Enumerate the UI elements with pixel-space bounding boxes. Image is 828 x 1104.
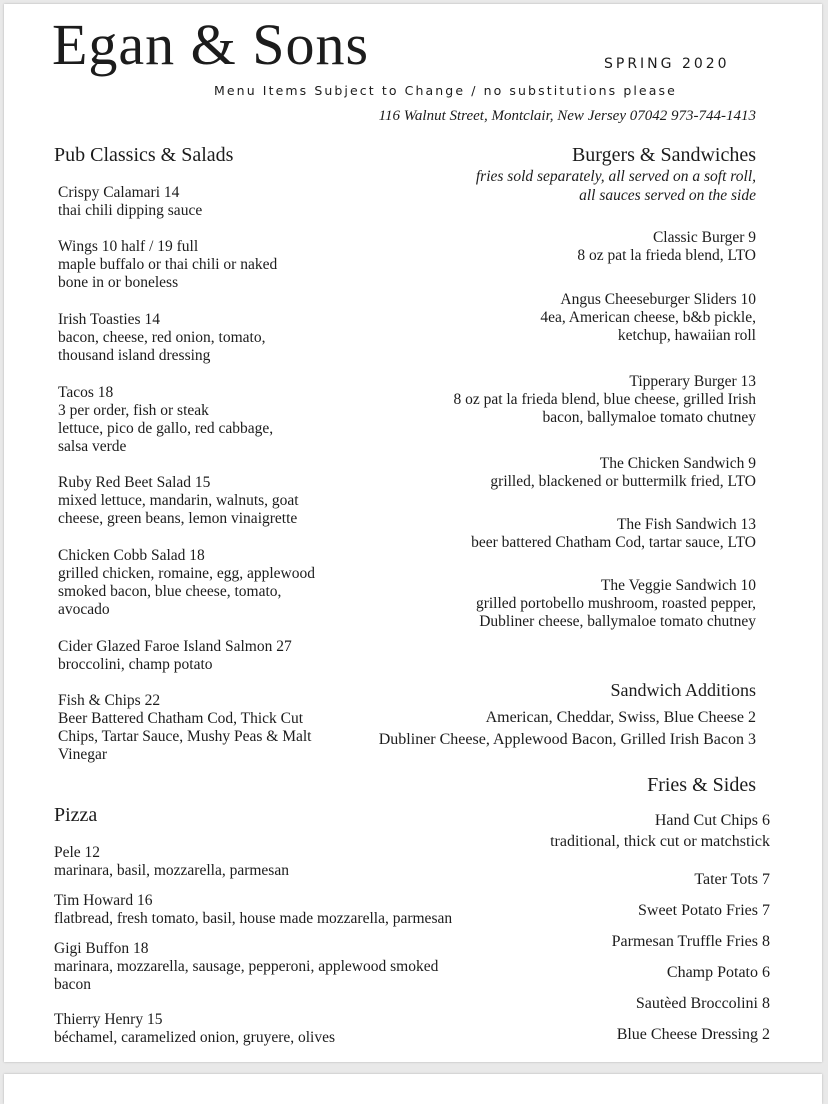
item-name: The Chicken Sandwich 9	[599, 455, 756, 472]
menu-item	[58, 547, 358, 619]
menu-item	[540, 291, 756, 345]
menu-page	[4, 4, 822, 1062]
item-desc: lettuce, pico de gallo, red cabbage,	[58, 420, 274, 437]
menu-item	[58, 184, 358, 220]
item-desc: Vinegar	[58, 746, 107, 763]
item-name: Classic Burger 9	[652, 229, 756, 246]
item-name: Irish Toasties 14	[58, 311, 160, 328]
item-desc: smoked bacon, blue cheese, tomato,	[58, 583, 282, 600]
item-desc: marinara, basil, mozzarella, parmesan	[54, 862, 289, 879]
section-title-pizza: Pizza	[54, 804, 98, 826]
item-desc: Dubliner cheese, ballymaloe tomato chutney	[479, 613, 756, 630]
item-desc: mixed lettuce, mandarin, walnuts, goat	[58, 492, 299, 509]
menu-item	[58, 474, 358, 528]
item-desc: ketchup, hawaiian roll	[617, 327, 756, 344]
next-page-edge	[4, 1074, 822, 1104]
item-desc: bone in or boneless	[58, 274, 179, 291]
item-name: Tacos 18	[58, 384, 114, 401]
item-name: The Veggie Sandwich 10	[600, 577, 756, 594]
item-name: Fish & Chips 22	[58, 692, 161, 709]
item-desc: cheese, green beans, lemon vinaigrette	[58, 510, 298, 527]
menu-item	[58, 238, 358, 292]
menu-item	[550, 810, 770, 852]
restaurant-title: Egan & Sons	[52, 12, 370, 77]
item-desc: broccolini, champ potato	[58, 656, 213, 673]
item-desc: maple buffalo or thai chili or naked	[58, 256, 278, 273]
burgers-note: all sauces served on the side	[579, 187, 756, 204]
menu-item	[453, 373, 756, 427]
item-name: Crispy Calamari 14	[58, 184, 180, 201]
menu-item	[58, 692, 358, 764]
item-name: Wings 10 half / 19 full	[58, 238, 199, 255]
item-desc: grilled portobello mushroom, roasted pepper,	[475, 595, 756, 612]
item-desc: 4ea, American cheese, b&b pickle,	[540, 309, 756, 326]
side-item: Blue Cheese Dressing 2	[616, 1026, 770, 1043]
item-desc: thousand island dressing	[58, 347, 211, 364]
menu-item	[471, 516, 756, 552]
item-name: Tim Howard 16	[54, 892, 153, 909]
menu-item	[54, 844, 289, 880]
additions-line: American, Cheddar, Swiss, Blue Cheese 2	[485, 709, 756, 726]
item-desc: 8 oz pat la frieda blend, LTO	[577, 247, 756, 264]
item-name: Chicken Cobb Salad 18	[58, 547, 205, 564]
item-desc: 3 per order, fish or steak	[58, 402, 209, 419]
item-name: Gigi Buffon 18	[54, 940, 149, 957]
section-title-additions: Sandwich Additions	[610, 680, 756, 700]
section-title-pub: Pub Classics & Salads	[54, 144, 234, 166]
item-desc: Beer Battered Chatham Cod, Thick Cut	[58, 710, 304, 727]
item-name: The Fish Sandwich 13	[616, 516, 756, 533]
menu-item	[54, 940, 438, 994]
item-desc: bacon, cheese, red onion, tomato,	[58, 329, 266, 346]
item-name: Angus Cheeseburger Sliders 10	[560, 291, 756, 308]
item-desc: flatbread, fresh tomato, basil, house made mozzarella, parmesan	[54, 910, 453, 927]
item-desc: beer battered Chatham Cod, tartar sauce, LTO	[471, 534, 756, 551]
item-name: Pele 12	[54, 844, 101, 861]
item-desc: béchamel, caramelized onion, gruyere, olives	[54, 1029, 336, 1046]
side-item: Tater Tots 7	[694, 871, 770, 888]
item-name: Hand Cut Chips 6	[654, 812, 770, 829]
side-item: Champ Potato 6	[666, 964, 770, 981]
side-item: Sweet Potato Fries 7	[638, 902, 770, 919]
item-desc: marinara, mozzarella, sausage, pepperoni, applewood smoked	[54, 958, 439, 975]
additions-line: Dubliner Cheese, Applewood Bacon, Grilled Irish Bacon 3	[378, 731, 756, 748]
burgers-note: fries sold separately, all served on a soft roll,	[475, 168, 756, 185]
item-desc: Chips, Tartar Sauce, Mushy Peas & Malt	[58, 728, 312, 745]
section-title-burgers: Burgers & Sandwiches	[571, 144, 756, 166]
season-label: SPRING 2020	[604, 56, 730, 72]
item-desc: traditional, thick cut or matchstick	[550, 833, 770, 850]
item-desc: grilled chicken, romaine, egg, applewood	[58, 565, 315, 582]
item-name: Tipperary Burger 13	[629, 373, 756, 390]
item-desc: grilled, blackened or buttermilk fried, LTO	[490, 473, 756, 490]
menu-item	[577, 229, 756, 265]
item-desc: 8 oz pat la frieda blend, blue cheese, grilled Irish	[453, 391, 756, 408]
item-name: Cider Glazed Faroe Island Salmon 27	[58, 638, 292, 655]
side-item: Sautèed Broccolini 8	[635, 995, 770, 1012]
sides-list	[612, 864, 770, 1050]
side-item: Parmesan Truffle Fries 8	[611, 933, 770, 950]
item-desc: bacon	[54, 976, 92, 993]
section-title-sides: Fries & Sides	[647, 774, 756, 796]
item-desc: bacon, ballymaloe tomato chutney	[542, 409, 756, 426]
address-line: 116 Walnut Street, Montclair, New Jersey 07042 973-744-1413	[378, 108, 756, 124]
item-name: Thierry Henry 15	[54, 1011, 163, 1028]
menu-item	[58, 384, 358, 456]
menu-item	[54, 1011, 335, 1047]
menu-notice: Menu Items Subject to Change / no substitutions please	[214, 83, 677, 98]
item-desc: avocado	[58, 601, 110, 618]
menu-item	[54, 892, 452, 928]
menu-item	[490, 455, 756, 491]
item-name: Ruby Red Beet Salad 15	[58, 474, 211, 491]
menu-item	[58, 311, 358, 365]
item-desc: salsa verde	[58, 438, 127, 455]
menu-item	[476, 577, 756, 631]
additions-list	[379, 707, 756, 751]
item-desc: thai chili dipping sauce	[58, 202, 203, 219]
menu-item	[58, 638, 358, 674]
